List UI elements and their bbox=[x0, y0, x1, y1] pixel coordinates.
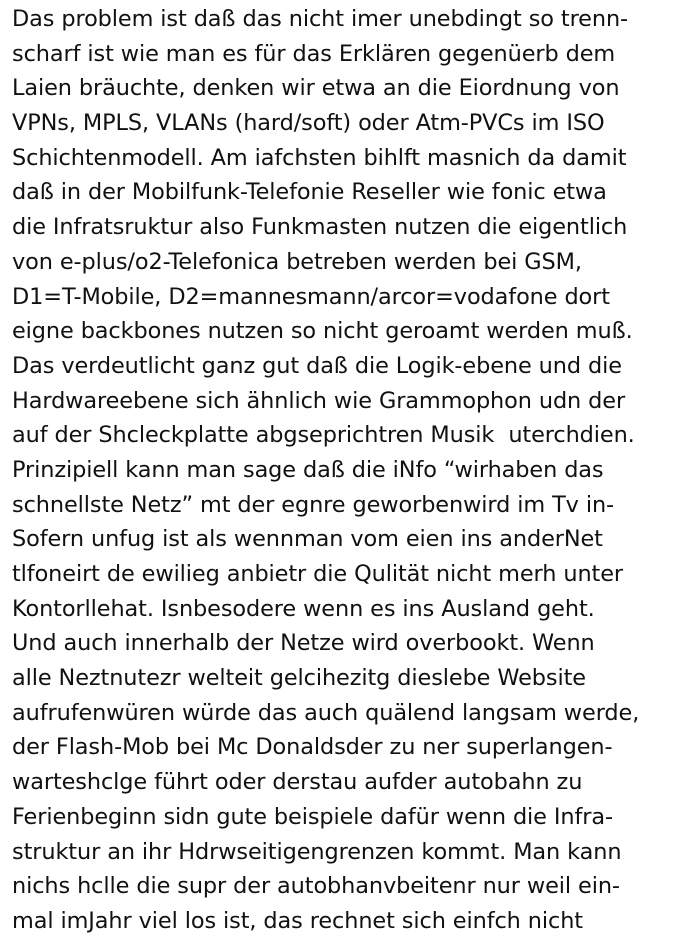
text-line: Laien bräuchte, denken wir etwa an die Eiordnung von bbox=[12, 75, 620, 102]
text-line: Hardwareebene sich ähnlich wie Grammophon udn der bbox=[12, 387, 626, 414]
text-line: Prinzipiell kann man sage daß die iNfo “wirhaben das bbox=[12, 456, 604, 483]
body-text bbox=[12, 2, 680, 939]
text-line: Und auch innerhalb der Netze wird overbookt. Wenn bbox=[12, 630, 595, 657]
text-line: eigne backbones nutzen so nicht geroamt werden muß. bbox=[12, 318, 633, 345]
text-line: schnellste Netz” mt der egnre geworbenwird im Tv in- bbox=[12, 491, 615, 518]
text-line: Das verdeutlicht ganz gut daß die Logik-ebene und die bbox=[12, 352, 622, 379]
text-line: nichs hclle die supr der autobhanvbeitenr nur weil ein- bbox=[12, 873, 620, 900]
text-line: Schichtenmodell. Am iafchsten bihlft masnich da damit bbox=[12, 144, 627, 171]
text-line: Kontorllehat. Isnbesodere wenn es ins Ausland geht. bbox=[12, 595, 595, 622]
text-line: Ferienbeginn sidn gute beispiele dafür wenn die Infra- bbox=[12, 803, 613, 830]
text-line: VPNs, MPLS, VLANs (hard/soft) oder Atm-PVCs im ISO bbox=[12, 110, 605, 137]
text-line: D1=T-Mobile, D2=mannesmann/arcor=vodafone dort bbox=[12, 283, 610, 310]
text-line: von e-plus/o2-Telefonica betreben werden bei GSM, bbox=[12, 248, 582, 275]
text-line: warteshclge führt oder derstau aufder autobahn zu bbox=[12, 769, 583, 796]
text-line: auf der Shcleckplatte abgseprichtren Musik uterchdien. bbox=[12, 422, 635, 449]
text-line: mal imJahr viel los ist, das rechnet sich einfch nicht bbox=[12, 907, 583, 934]
text-line: die Infratsruktur also Funkmasten nutzen die eigentlich bbox=[12, 214, 628, 241]
text-line: alle Neztnutezr welteit gelcihezitg dieslebe Website bbox=[12, 665, 586, 692]
text-line: aufrufenwüren würde das auch quälend langsam werde, bbox=[12, 699, 640, 726]
text-line: Das problem ist daß das nicht imer unebdingt so trenn- bbox=[12, 6, 629, 32]
text-line: der Flash-Mob bei Mc Donaldsder zu ner superlangen- bbox=[12, 734, 613, 761]
text-line: scharf ist wie man es für das Erklären gegenüerb dem bbox=[12, 40, 616, 67]
text-line: daß in der Mobilfunk-Telefonie Reseller wie fonic etwa bbox=[12, 179, 607, 206]
text-line: Sofern unfug ist als wennman vom eien ins anderNet bbox=[12, 526, 603, 553]
text-line: tlfoneirt de ewilieg anbietr die Qulität nicht merh unter bbox=[12, 561, 623, 587]
text-line: struktur an ihr Hdrwseitigengrenzen kommt. Man kann bbox=[12, 838, 622, 865]
